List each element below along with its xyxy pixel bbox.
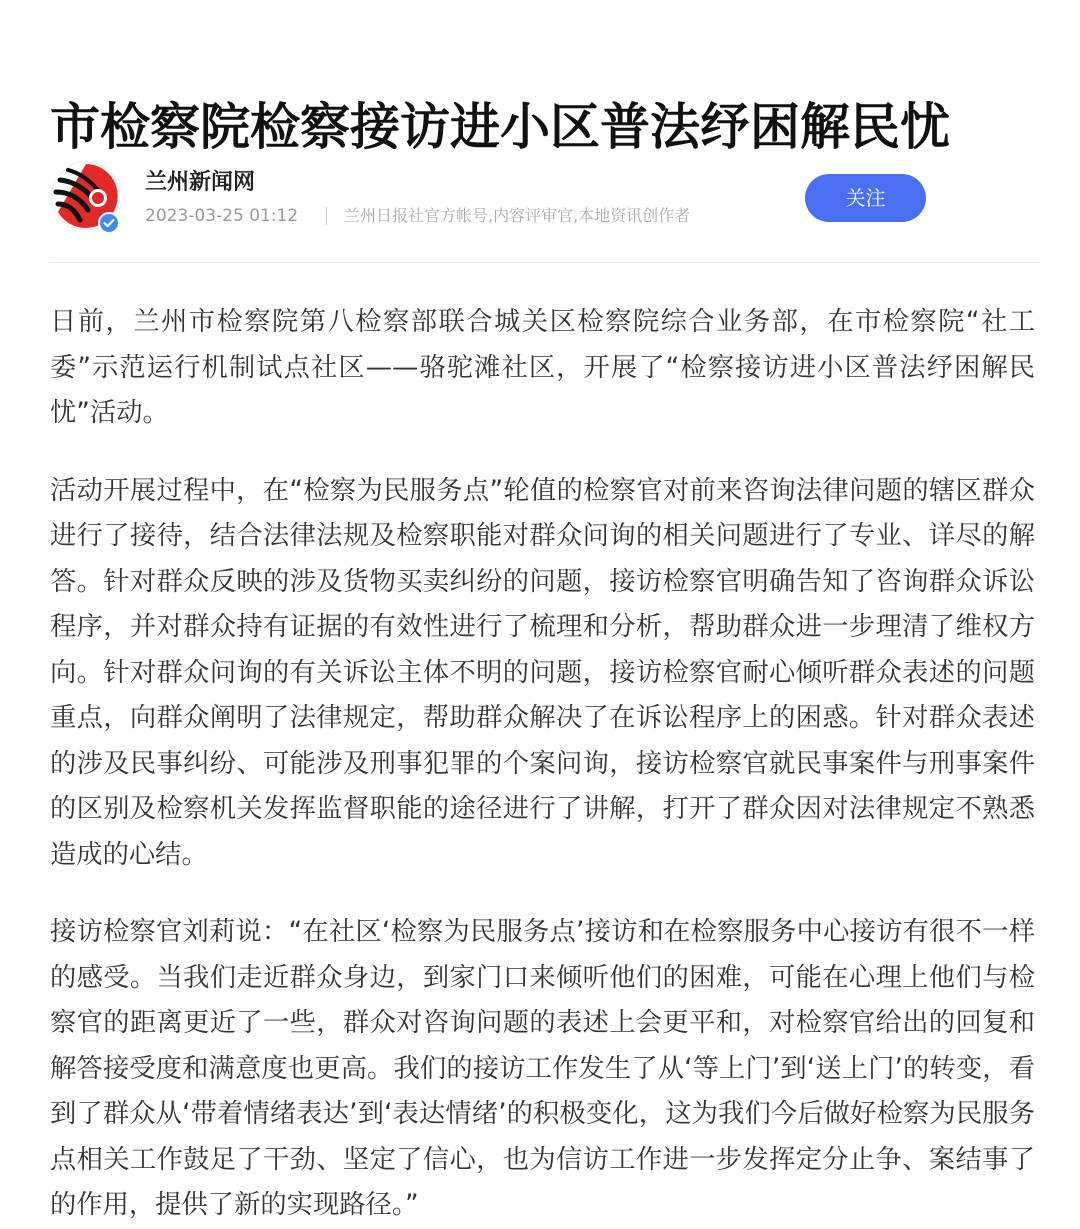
follow-button[interactable]: 关注: [805, 174, 926, 222]
article-paragraph: 日前，兰州市检察院第八检察部联合城关区检察院综合业务部，在市检察院“社工委”示范运行机制试点社区——骆驼滩社区，开展了“检察接访进小区普法纾困解民忧”活动。: [50, 307, 1035, 428]
article-title: 市检察院检察接访进小区普法纾困解民忧: [50, 97, 950, 156]
author-bar: [50, 158, 1040, 238]
meta-divider: [326, 207, 327, 225]
article-body: [50, 300, 1035, 1229]
verified-badge-icon: [98, 212, 120, 234]
header-divider: [50, 262, 1040, 263]
author-name[interactable]: 兰州新闻网: [145, 170, 256, 195]
author-meta: [145, 204, 690, 228]
publish-timestamp: 2023-03-25 01:12: [145, 206, 299, 226]
article-paragraph: 活动开展过程中，在“检察为民服务点”轮值的检察官对前来咨询法律问题的辖区群众进行了接待，结合法律法规及检察职能对群众问询的相关问题进行了专业、详尽的解答。针对群众反映的涉及货物买卖纠纷的问题，接访检察官明确告知了咨询群众诉讼程序，并对群众持有证据的有效性进行了梳理和分析，帮助群众进一步理清了维权方向。针对群众问询的有关诉讼主体不明的问题，接访检察官耐心倾听群众表述的问题重点，向群众阐明了法律规定，帮助群众解决了在诉讼程序上的困惑。针对群众表述的涉及民事纠纷、可能涉及刑事犯罪的个案问询，接访检察官就民事案件与刑事案件的区别及检察机关发挥监督职能的途径进行了讲解，打开了群众因对法律规定不熟悉造成的心结。: [50, 475, 1035, 870]
author-avatar[interactable]: [50, 160, 122, 232]
author-description: 兰州日报社官方帐号,内容评审官,本地资讯创作者: [344, 206, 691, 225]
article-paragraph: 接访检察官刘莉说：“在社区‘检察为民服务点’接访和在检察服务中心接访有很不一样的感受。当我们走近群众身边，到家门口来倾听他们的困难，可能在心理上他们与检察官的距离更近了一些，群众对咨询问题的表述上会更平和，对检察官给出的回复和解答接受度和满意度也更高。我们的接访工作发生了从‘等上门’到‘送上门’的转变，看到了群众从‘带着情绪表达’到‘表达情绪’的积极变化，这为我们今后做好检察为民服务点相关工作鼓足了干劲、坚定了信心，也为信访工作进一步发挥定分止争、案结事了的作用，提供了新的实现路径。”: [50, 917, 1035, 1220]
